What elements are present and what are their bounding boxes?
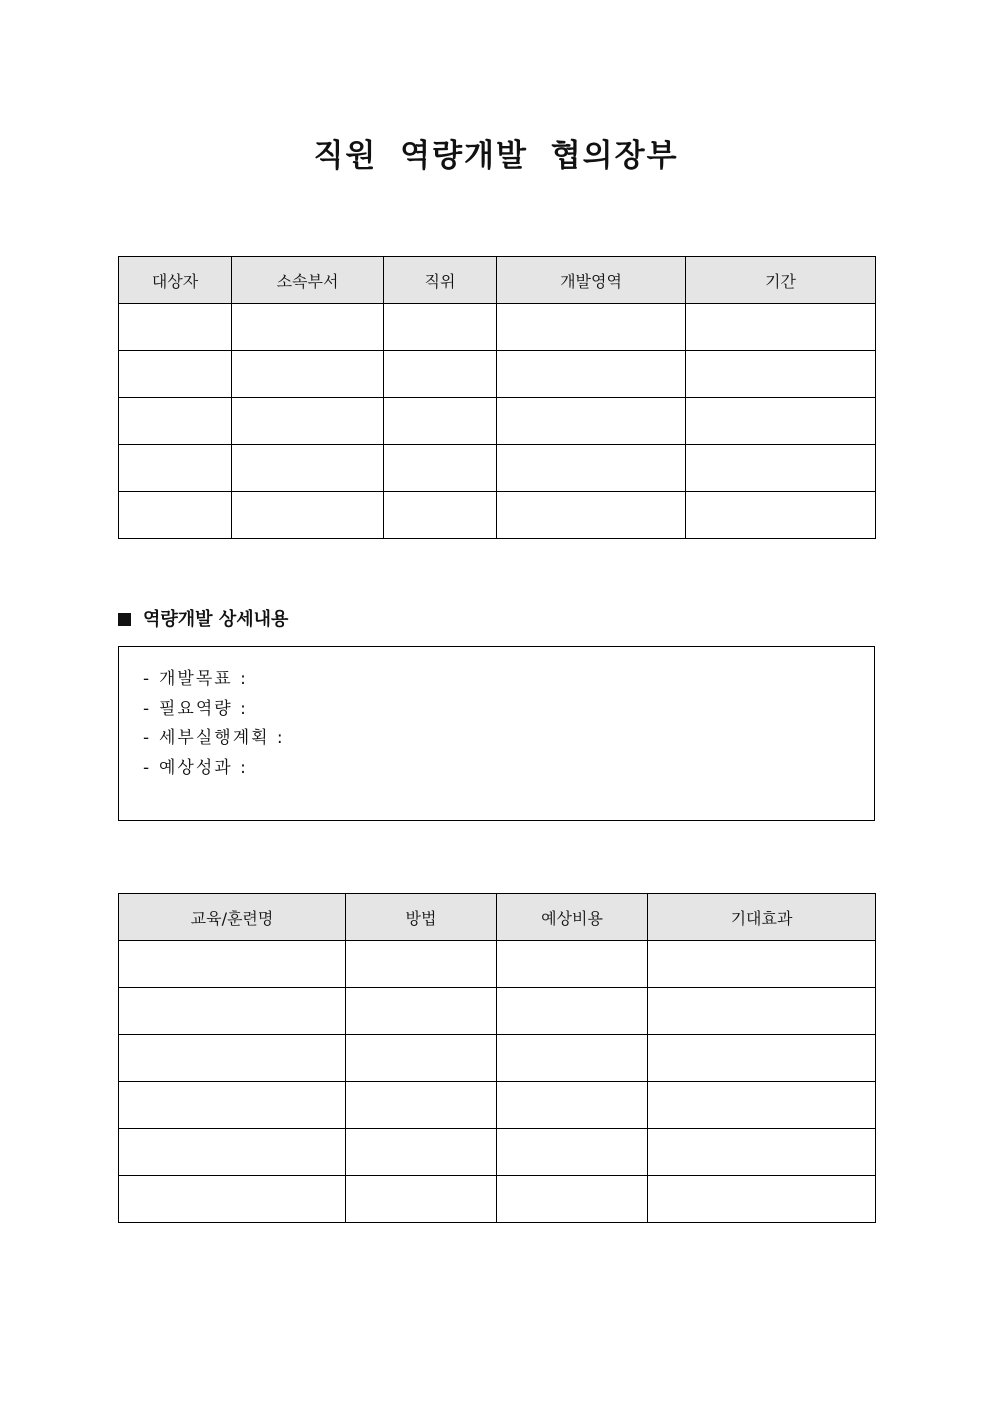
table-cell[interactable] [686, 492, 876, 539]
table-cell[interactable] [686, 351, 876, 398]
table-cell[interactable] [686, 445, 876, 492]
table-cell[interactable] [497, 1082, 648, 1129]
header-development-area: 개발영역 [497, 257, 686, 304]
list-item [143, 754, 874, 784]
table-cell[interactable] [384, 304, 497, 351]
table-cell[interactable] [648, 988, 876, 1035]
table-cell[interactable] [384, 492, 497, 539]
header-method: 방법 [346, 894, 497, 941]
table-row [119, 988, 876, 1035]
table-row [119, 304, 876, 351]
dash-bullet: - [143, 757, 152, 778]
table-cell[interactable] [648, 941, 876, 988]
table-cell[interactable] [497, 988, 648, 1035]
target-table [118, 256, 876, 539]
table-cell[interactable] [119, 941, 346, 988]
table-cell[interactable] [232, 492, 384, 539]
table-cell[interactable] [497, 304, 686, 351]
detail-label-plan: 세부실행계획 : [159, 728, 285, 748]
table-cell[interactable] [346, 988, 497, 1035]
table-cell[interactable] [119, 445, 232, 492]
table-row [119, 941, 876, 988]
training-table-header-row [119, 894, 876, 941]
detail-label-outcome: 예상성과 : [159, 757, 248, 778]
table-cell[interactable] [232, 304, 384, 351]
training-table [118, 893, 876, 1223]
table-row [119, 445, 876, 492]
header-position: 직위 [384, 257, 497, 304]
table-cell[interactable] [119, 1035, 346, 1082]
table-cell[interactable] [119, 304, 232, 351]
table-cell[interactable] [384, 351, 497, 398]
table-cell[interactable] [384, 445, 497, 492]
table-cell[interactable] [119, 351, 232, 398]
list-item [143, 724, 874, 754]
header-estimated-cost: 예상비용 [497, 894, 648, 941]
table-cell[interactable] [119, 398, 232, 445]
section-heading-label: 역량개발 상세내용 [143, 609, 289, 630]
table-cell[interactable] [232, 398, 384, 445]
table-cell[interactable] [346, 1176, 497, 1223]
table-cell[interactable] [232, 351, 384, 398]
header-department: 소속부서 [232, 257, 384, 304]
detail-list [119, 647, 874, 783]
table-cell[interactable] [232, 445, 384, 492]
table-cell[interactable] [346, 1129, 497, 1176]
table-cell[interactable] [346, 941, 497, 988]
header-training-name: 교육/훈련명 [119, 894, 346, 941]
dash-bullet: - [143, 669, 152, 689]
table-cell[interactable] [346, 1082, 497, 1129]
table-cell[interactable] [497, 1035, 648, 1082]
table-row [119, 1176, 876, 1223]
table-cell[interactable] [648, 1129, 876, 1176]
table-cell[interactable] [497, 1176, 648, 1223]
dash-bullet: - [143, 728, 152, 748]
table-cell[interactable] [119, 492, 232, 539]
list-item [143, 665, 874, 695]
table-cell[interactable] [119, 1129, 346, 1176]
table-row [119, 351, 876, 398]
table-cell[interactable] [119, 1176, 346, 1223]
header-expected-effect: 기대효과 [648, 894, 876, 941]
table-cell[interactable] [497, 941, 648, 988]
table-cell[interactable] [648, 1082, 876, 1129]
table-cell[interactable] [648, 1035, 876, 1082]
page-title: 직원 역량개발 협의장부 [313, 138, 679, 174]
dash-bullet: - [143, 698, 152, 719]
table-cell[interactable] [384, 398, 497, 445]
table-cell[interactable] [119, 988, 346, 1035]
square-bullet-icon [118, 613, 131, 626]
header-period: 기간 [686, 257, 876, 304]
table-cell[interactable] [648, 1176, 876, 1223]
list-item [143, 695, 874, 725]
detail-box[interactable] [118, 646, 875, 821]
target-table-header-row [119, 257, 876, 304]
table-cell[interactable] [497, 492, 686, 539]
detail-label-goal: 개발목표 : [159, 669, 248, 689]
detail-label-competency: 필요역량 : [159, 698, 248, 719]
table-row [119, 1082, 876, 1129]
table-cell[interactable] [346, 1035, 497, 1082]
table-row [119, 1035, 876, 1082]
table-row [119, 492, 876, 539]
table-row [119, 398, 876, 445]
table-cell[interactable] [119, 1082, 346, 1129]
table-cell[interactable] [497, 351, 686, 398]
header-target-person: 대상자 [119, 257, 232, 304]
section-heading [118, 606, 288, 634]
table-cell[interactable] [497, 398, 686, 445]
table-row [119, 1129, 876, 1176]
table-cell[interactable] [497, 445, 686, 492]
table-cell[interactable] [686, 398, 876, 445]
table-cell[interactable] [497, 1129, 648, 1176]
table-cell[interactable] [686, 304, 876, 351]
